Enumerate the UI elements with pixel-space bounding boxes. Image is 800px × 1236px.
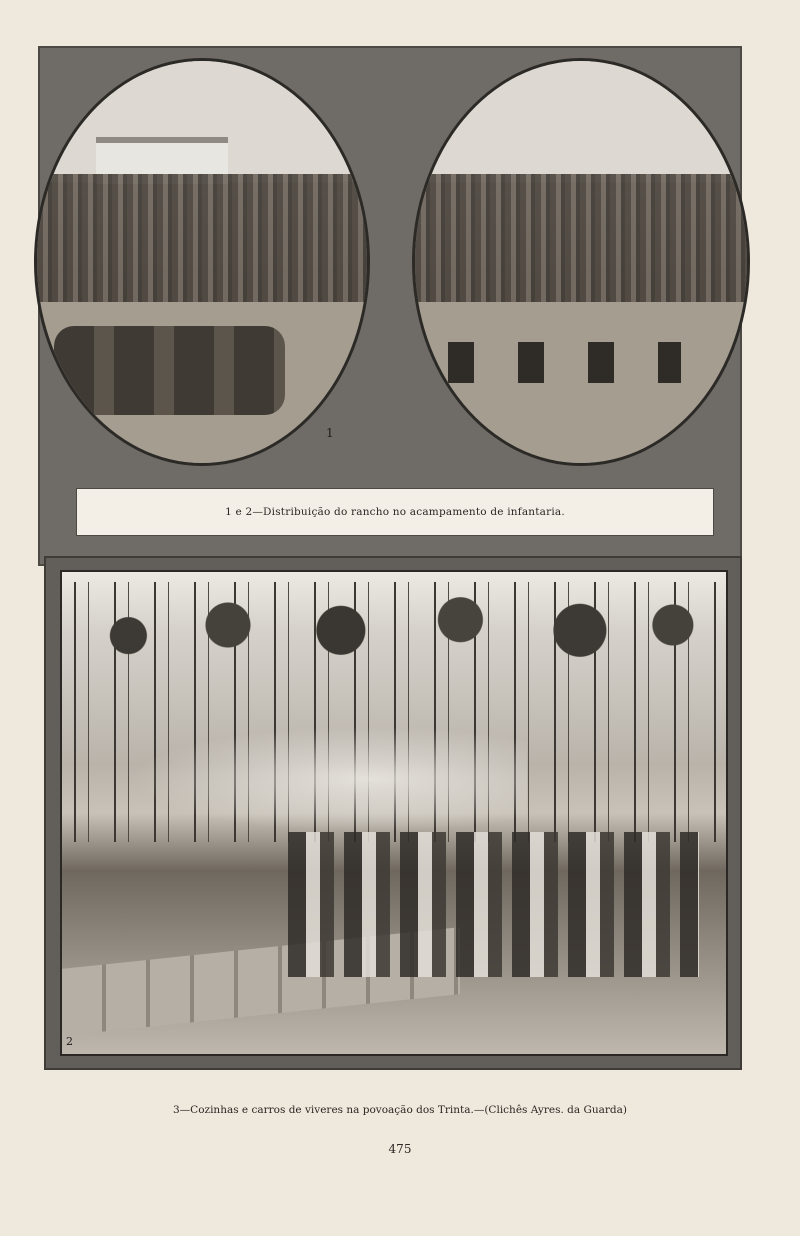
page-number: 475	[388, 1142, 412, 1156]
photo-2-soldiers	[415, 174, 747, 315]
photo-1-number: 1	[326, 426, 334, 440]
photo-1-packs	[54, 326, 285, 414]
photo-3-smoke	[128, 726, 526, 832]
bottom-photo-frame	[44, 556, 742, 1070]
photo-2-oval	[412, 58, 750, 466]
top-caption: 1 e 2—Distribuição do rancho no acampamento de infantaria.	[225, 506, 565, 518]
top-caption-box	[76, 488, 714, 536]
photo-1-soldiers	[37, 174, 367, 315]
photo-3-people	[288, 832, 700, 977]
photo-3-number: 2	[66, 1035, 73, 1048]
photo-1-oval	[34, 58, 370, 466]
photo-3	[60, 570, 728, 1056]
photo-3-pine-canopy	[62, 572, 726, 678]
bottom-caption: 3—Cozinhas e carros de viveres na povoação dos Trinta.—(Clichês Ayres. da Guarda)	[173, 1104, 627, 1116]
photo-2-cans	[448, 342, 680, 382]
top-photo-panel	[38, 46, 742, 566]
photo-2-sky	[415, 61, 747, 182]
